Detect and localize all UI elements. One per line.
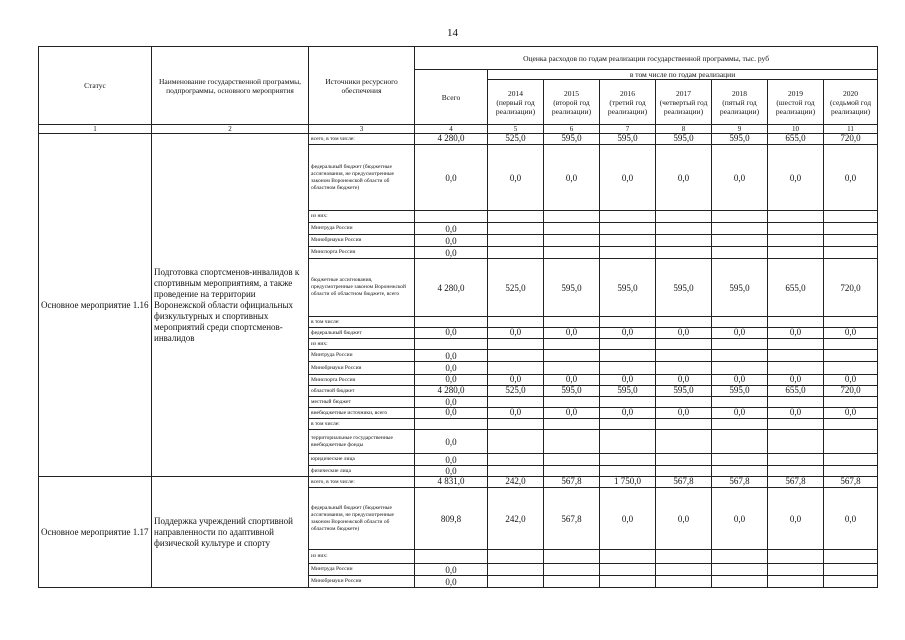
year-value-cell <box>712 339 768 350</box>
year-value-cell <box>656 350 712 362</box>
source-cell: местный бюджет <box>309 397 415 408</box>
source-cell: из них: <box>309 550 415 564</box>
source-cell: областной бюджет <box>309 386 415 397</box>
total-cell: 0,0 <box>415 375 488 386</box>
year-value-cell: 595,0 <box>712 386 768 397</box>
year-value-cell: 0,0 <box>544 328 600 339</box>
year-value-cell: 0,0 <box>712 375 768 386</box>
header-year-2016 <box>600 80 656 125</box>
year-value-cell: 0,0 <box>712 328 768 339</box>
source-cell: Минспорта России <box>309 247 415 259</box>
year-value-cell <box>712 317 768 328</box>
year-value-cell: 567,8 <box>768 477 824 488</box>
source-cell: юридические лица <box>309 454 415 466</box>
year-value-cell <box>488 317 544 328</box>
year-value-cell <box>712 576 768 588</box>
year-value-cell: 567,8 <box>656 477 712 488</box>
year-value-cell <box>600 350 656 362</box>
year-value-cell: 0,0 <box>488 408 544 419</box>
header-total: Всего <box>415 70 488 125</box>
total-cell: 4 280,0 <box>415 386 488 397</box>
year-value-cell <box>544 466 600 477</box>
year-value-cell <box>768 235 824 247</box>
total-cell: 0,0 <box>415 564 488 576</box>
header-year-2017 <box>656 80 712 125</box>
total-cell: 4 831,0 <box>415 477 488 488</box>
year-value-cell: 0,0 <box>824 145 878 211</box>
year-value-cell <box>544 223 600 235</box>
source-cell: в том числе: <box>309 419 415 430</box>
source-cell: Минтруда России <box>309 564 415 576</box>
year-value-cell <box>768 576 824 588</box>
year-value-cell <box>768 223 824 235</box>
year-value-cell <box>824 350 878 362</box>
total-cell: 0,0 <box>415 408 488 419</box>
year-value-cell: 0,0 <box>600 408 656 419</box>
year-value-cell <box>712 350 768 362</box>
year-value-cell: 0,0 <box>656 145 712 211</box>
header-year-desc: (четвертый год реализации) <box>659 97 708 116</box>
year-value-cell: 567,8 <box>544 477 600 488</box>
year-value-cell <box>824 211 878 223</box>
header-year-2014 <box>488 80 544 125</box>
year-value-cell: 0,0 <box>656 488 712 550</box>
column-number: 9 <box>712 125 768 134</box>
header-year-label: 2017 <box>676 88 691 98</box>
year-value-cell <box>824 339 878 350</box>
source-cell: федеральный бюджет (бюджетные ассигнования, не предусмотренные законом Воронежской области об областном бюджете) <box>309 145 415 211</box>
total-cell: 4 280,0 <box>415 259 488 317</box>
year-value-cell <box>544 564 600 576</box>
header-by-years: в том числе по годам реализации <box>488 70 878 80</box>
source-cell: федеральный бюджет (бюджетные ассигнования, не предусмотренные законом Воронежской области об областном бюджете) <box>309 488 415 550</box>
source-cell: Минспорта России <box>309 375 415 386</box>
year-value-cell <box>824 223 878 235</box>
year-value-cell <box>488 397 544 408</box>
header-year-label: 2014 <box>508 88 523 98</box>
year-value-cell: 567,8 <box>544 488 600 550</box>
year-value-cell: 720,0 <box>824 134 878 145</box>
total-cell: 0,0 <box>415 350 488 362</box>
year-value-cell <box>712 419 768 430</box>
year-value-cell: 0,0 <box>768 145 824 211</box>
header-estimate: Оценка расходов по годам реализации государственной программы, тыс. руб <box>415 47 878 70</box>
source-cell: всего, в том числе: <box>309 134 415 145</box>
year-value-cell: 0,0 <box>712 408 768 419</box>
year-value-cell <box>544 339 600 350</box>
table-row <box>39 134 878 145</box>
year-value-cell: 0,0 <box>656 375 712 386</box>
source-cell: федеральный бюджет <box>309 328 415 339</box>
year-value-cell <box>768 362 824 375</box>
year-value-cell <box>656 419 712 430</box>
column-number: 2 <box>152 125 309 134</box>
year-value-cell <box>600 550 656 564</box>
source-cell: территориальные государственные внебюджетные фонды <box>309 430 415 454</box>
total-cell <box>415 339 488 350</box>
year-value-cell <box>768 564 824 576</box>
year-value-cell: 595,0 <box>544 386 600 397</box>
year-value-cell <box>656 362 712 375</box>
year-value-cell <box>824 397 878 408</box>
year-value-cell: 595,0 <box>656 134 712 145</box>
year-value-cell: 595,0 <box>600 259 656 317</box>
source-cell: бюджетные ассигнования, предусмотренные законом Воронежской области об областном бюджете, всего <box>309 259 415 317</box>
year-value-cell <box>768 550 824 564</box>
year-value-cell <box>824 466 878 477</box>
year-value-cell <box>600 466 656 477</box>
total-cell: 0,0 <box>415 454 488 466</box>
year-value-cell: 0,0 <box>824 328 878 339</box>
year-value-cell: 0,0 <box>600 488 656 550</box>
column-number: 1 <box>39 125 152 134</box>
year-value-cell <box>712 235 768 247</box>
year-value-cell: 0,0 <box>824 408 878 419</box>
year-value-cell <box>656 235 712 247</box>
year-value-cell <box>600 430 656 454</box>
year-value-cell <box>544 235 600 247</box>
column-number: 10 <box>768 125 824 134</box>
year-value-cell <box>656 430 712 454</box>
header-year-2020 <box>824 80 878 125</box>
year-value-cell <box>656 247 712 259</box>
total-cell: 0,0 <box>415 223 488 235</box>
year-value-cell <box>768 339 824 350</box>
status-cell: Основное мероприятие 1.17 <box>39 477 152 588</box>
year-value-cell <box>488 576 544 588</box>
year-value-cell: 0,0 <box>544 145 600 211</box>
year-value-cell <box>712 247 768 259</box>
year-value-cell <box>768 419 824 430</box>
year-value-cell <box>712 362 768 375</box>
year-value-cell <box>600 339 656 350</box>
header-year-desc: (третий год реализации) <box>607 97 648 116</box>
year-value-cell <box>488 550 544 564</box>
year-value-cell <box>824 430 878 454</box>
year-value-cell <box>768 466 824 477</box>
year-value-cell: 0,0 <box>600 375 656 386</box>
year-value-cell <box>712 466 768 477</box>
column-number: 6 <box>544 125 600 134</box>
source-cell: Минтруда России <box>309 223 415 235</box>
year-value-cell <box>544 454 600 466</box>
year-value-cell <box>656 466 712 477</box>
year-value-cell <box>488 564 544 576</box>
year-value-cell: 595,0 <box>656 259 712 317</box>
year-value-cell <box>544 362 600 375</box>
total-cell <box>415 211 488 223</box>
header-year-label: 2016 <box>620 88 635 98</box>
year-value-cell <box>488 247 544 259</box>
year-value-cell <box>488 466 544 477</box>
year-value-cell <box>824 317 878 328</box>
year-value-cell <box>544 430 600 454</box>
year-value-cell <box>544 397 600 408</box>
year-value-cell: 655,0 <box>768 386 824 397</box>
total-cell: 0,0 <box>415 466 488 477</box>
total-cell: 4 280,0 <box>415 134 488 145</box>
year-value-cell: 567,8 <box>824 477 878 488</box>
header-year-label: 2020 <box>843 88 859 98</box>
year-value-cell <box>600 576 656 588</box>
year-value-cell: 0,0 <box>600 145 656 211</box>
year-value-cell <box>712 454 768 466</box>
year-value-cell <box>488 350 544 362</box>
header-year-label: 2015 <box>564 88 579 98</box>
year-value-cell: 720,0 <box>824 259 878 317</box>
total-cell: 0,0 <box>415 328 488 339</box>
year-value-cell <box>488 454 544 466</box>
header-sources: Источники ресурсного обеспечения <box>309 47 415 125</box>
column-number: 8 <box>656 125 712 134</box>
source-cell: из них: <box>309 211 415 223</box>
header-name: Наименование государственной программы, подпрограммы, основного мероприятия <box>152 47 309 125</box>
year-value-cell <box>824 419 878 430</box>
year-value-cell <box>600 362 656 375</box>
year-value-cell <box>824 550 878 564</box>
source-cell: всего, в том числе: <box>309 477 415 488</box>
year-value-cell <box>544 317 600 328</box>
source-cell: физические лица <box>309 466 415 477</box>
year-value-cell <box>656 550 712 564</box>
year-value-cell <box>600 223 656 235</box>
total-cell: 0,0 <box>415 145 488 211</box>
header-year-desc: (первый год реализации) <box>495 97 536 116</box>
year-value-cell <box>768 454 824 466</box>
year-value-cell <box>824 235 878 247</box>
year-value-cell <box>656 211 712 223</box>
year-value-cell <box>488 223 544 235</box>
year-value-cell <box>488 430 544 454</box>
year-value-cell: 525,0 <box>488 134 544 145</box>
year-value-cell: 595,0 <box>544 259 600 317</box>
source-cell: из них: <box>309 339 415 350</box>
year-value-cell <box>712 430 768 454</box>
year-value-cell <box>768 430 824 454</box>
year-value-cell <box>544 550 600 564</box>
year-value-cell <box>768 247 824 259</box>
year-value-cell <box>824 454 878 466</box>
header-year-desc: (шестой год реализации) <box>775 97 816 116</box>
year-value-cell <box>712 550 768 564</box>
year-value-cell <box>712 397 768 408</box>
total-cell <box>415 419 488 430</box>
year-value-cell: 525,0 <box>488 386 544 397</box>
year-value-cell: 0,0 <box>600 328 656 339</box>
year-value-cell <box>656 564 712 576</box>
year-value-cell <box>488 419 544 430</box>
year-value-cell <box>824 576 878 588</box>
year-value-cell: 0,0 <box>488 328 544 339</box>
year-value-cell <box>656 339 712 350</box>
year-value-cell: 0,0 <box>712 145 768 211</box>
year-value-cell <box>544 350 600 362</box>
header-year-label: 2018 <box>732 88 747 98</box>
program-name-cell: Поддержка учреждений спортивной направленности по адаптивной физической культуре и спорту <box>152 477 309 588</box>
page-number: 14 <box>447 27 458 39</box>
year-value-cell: 0,0 <box>544 375 600 386</box>
column-number: 11 <box>824 125 878 134</box>
column-number: 7 <box>600 125 656 134</box>
year-value-cell: 595,0 <box>600 134 656 145</box>
year-value-cell: 595,0 <box>712 134 768 145</box>
year-value-cell: 0,0 <box>824 488 878 550</box>
header-year-desc: (пятый год реализации) <box>719 97 760 116</box>
column-number: 4 <box>415 125 488 134</box>
year-value-cell <box>656 317 712 328</box>
year-value-cell: 0,0 <box>768 408 824 419</box>
year-value-cell: 655,0 <box>768 134 824 145</box>
year-value-cell: 525,0 <box>488 259 544 317</box>
source-cell: Минтруда России <box>309 350 415 362</box>
year-value-cell: 595,0 <box>600 386 656 397</box>
column-number: 5 <box>488 125 544 134</box>
year-value-cell <box>488 362 544 375</box>
year-value-cell <box>488 339 544 350</box>
total-cell <box>415 317 488 328</box>
year-value-cell <box>600 317 656 328</box>
year-value-cell: 595,0 <box>656 386 712 397</box>
year-value-cell <box>656 397 712 408</box>
year-value-cell <box>656 576 712 588</box>
table-row <box>39 477 878 488</box>
year-value-cell <box>600 235 656 247</box>
year-value-cell: 0,0 <box>656 328 712 339</box>
year-value-cell: 0,0 <box>768 488 824 550</box>
year-value-cell <box>488 211 544 223</box>
year-value-cell <box>712 211 768 223</box>
year-value-cell <box>544 576 600 588</box>
total-cell: 0,0 <box>415 576 488 588</box>
year-value-cell <box>712 564 768 576</box>
total-cell: 809,8 <box>415 488 488 550</box>
year-value-cell <box>768 317 824 328</box>
total-cell: 0,0 <box>415 397 488 408</box>
year-value-cell <box>600 397 656 408</box>
source-cell: Минобрнауки России <box>309 576 415 588</box>
year-value-cell <box>712 223 768 235</box>
year-value-cell <box>600 564 656 576</box>
year-value-cell <box>600 454 656 466</box>
year-value-cell <box>824 564 878 576</box>
year-value-cell <box>824 247 878 259</box>
year-value-cell <box>600 211 656 223</box>
year-value-cell: 0,0 <box>824 375 878 386</box>
year-value-cell: 0,0 <box>488 375 544 386</box>
year-value-cell: 0,0 <box>768 328 824 339</box>
year-value-cell: 0,0 <box>656 408 712 419</box>
year-value-cell <box>824 362 878 375</box>
total-cell: 0,0 <box>415 235 488 247</box>
program-name-cell: Подготовка спортсменов-инвалидов к спортивным мероприятиям, а также проведение на территории Воронежской области официальных физкультурных и спортивных мероприятий среди спортсменов-инвалидов <box>152 134 309 477</box>
year-value-cell: 0,0 <box>768 375 824 386</box>
source-cell: Минобрнауки России <box>309 362 415 375</box>
year-value-cell: 242,0 <box>488 477 544 488</box>
year-value-cell: 0,0 <box>544 408 600 419</box>
year-value-cell: 0,0 <box>488 145 544 211</box>
header-year-label: 2019 <box>788 88 803 98</box>
year-value-cell <box>544 419 600 430</box>
year-value-cell: 595,0 <box>712 259 768 317</box>
year-value-cell: 0,0 <box>712 488 768 550</box>
source-cell: в том числе: <box>309 317 415 328</box>
source-cell: внебюджетные источники, всего <box>309 408 415 419</box>
year-value-cell <box>544 247 600 259</box>
year-value-cell: 567,8 <box>712 477 768 488</box>
year-value-cell: 655,0 <box>768 259 824 317</box>
header-year-2015 <box>544 80 600 125</box>
year-value-cell <box>768 350 824 362</box>
year-value-cell <box>600 247 656 259</box>
total-cell <box>415 550 488 564</box>
year-value-cell <box>656 454 712 466</box>
year-value-cell <box>768 211 824 223</box>
header-year-2019 <box>768 80 824 125</box>
year-value-cell <box>656 223 712 235</box>
year-value-cell <box>544 211 600 223</box>
year-value-cell <box>600 419 656 430</box>
budget-table <box>38 46 878 588</box>
header-status: Статус <box>39 47 152 125</box>
header-year-desc: (второй год реализации) <box>551 97 592 116</box>
total-cell: 0,0 <box>415 430 488 454</box>
header-year-desc: (седьмой год реализации) <box>830 97 872 116</box>
year-value-cell: 595,0 <box>544 134 600 145</box>
year-value-cell: 720,0 <box>824 386 878 397</box>
header-year-2018 <box>712 80 768 125</box>
status-cell: Основное мероприятие 1.16 <box>39 134 152 477</box>
source-cell: Минобрнауки России <box>309 235 415 247</box>
year-value-cell: 242,0 <box>488 488 544 550</box>
total-cell: 0,0 <box>415 362 488 375</box>
year-value-cell: 1 750,0 <box>600 477 656 488</box>
year-value-cell <box>488 235 544 247</box>
column-number: 3 <box>309 125 415 134</box>
total-cell: 0,0 <box>415 247 488 259</box>
year-value-cell <box>768 397 824 408</box>
